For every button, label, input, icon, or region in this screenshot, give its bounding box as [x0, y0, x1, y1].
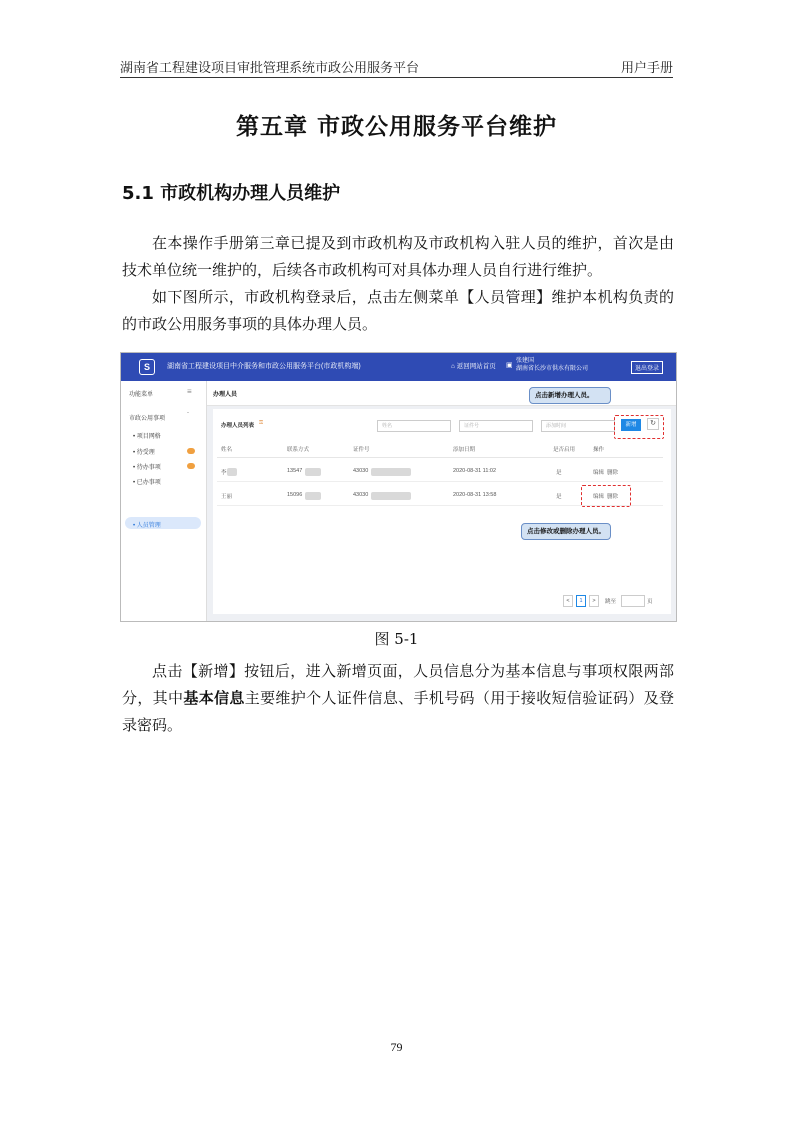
- badge-todo: [187, 463, 195, 469]
- redaction: [305, 468, 321, 476]
- date-search-input[interactable]: 添加时间: [541, 420, 615, 432]
- sidebar-item-label: 人员管理: [136, 523, 161, 529]
- sidebar-item-staff[interactable]: • 人员管理: [133, 523, 161, 529]
- chapter-title: 第五章 市政公用服务平台维护: [235, 114, 557, 140]
- chevron-up-icon: ˆ: [187, 413, 189, 419]
- redaction: [371, 468, 411, 476]
- menu-toggle-icon[interactable]: ≡: [187, 387, 192, 396]
- edit-link[interactable]: 编辑: [593, 494, 605, 500]
- col-name: 姓名: [221, 447, 233, 453]
- table-header-rule: [217, 457, 663, 458]
- page-number: 79: [390, 1040, 403, 1054]
- name-search-input[interactable]: 姓名: [377, 420, 451, 432]
- cell-date: 2020-08-31 13:58: [453, 492, 497, 498]
- callout-add: 点击新增办理人员。: [529, 387, 611, 404]
- app-title: 湖南省工程建设项目中介服务和市政公用服务平台(市政机构端): [167, 363, 361, 370]
- col-enabled: 是否启用: [553, 447, 576, 453]
- highlight-add-button: [614, 415, 664, 439]
- col-id: 证件号: [353, 447, 370, 453]
- sidebar-group[interactable]: 市政公用事项: [129, 416, 166, 422]
- sidebar-item-label: 已办事项: [136, 480, 161, 486]
- col-actions: 操作: [593, 447, 605, 453]
- sidebar: [121, 381, 207, 621]
- user-info: [516, 357, 588, 373]
- paragraph-1: 在本操作手册第三章已提及到市政机构及市政机构入驻人员的维护，首次是由技术单位统一维护的，后续各市政机构可对具体办理人员自行进行维护。: [122, 234, 674, 279]
- cell-enabled: 是: [556, 494, 562, 500]
- cell-phone: 15096: [287, 492, 303, 498]
- staff-panel: [213, 409, 671, 614]
- redaction: [371, 492, 411, 500]
- pager-current-page[interactable]: 1: [576, 595, 586, 607]
- user-icon: ▣: [506, 362, 513, 369]
- header-rule: [120, 77, 673, 78]
- paragraph-2: 如下图所示，市政机构登录后，点击左侧菜单【人员管理】维护本机构负责的的市政公用服务事项的具体办理人员。: [122, 288, 674, 333]
- paragraph-3-text-end: 主要维护个人证件信息、手机号码（用于接收短信验证码）及登录密码。: [122, 689, 674, 734]
- redaction: [227, 468, 237, 476]
- sidebar-item-label: 待办事项: [136, 465, 161, 471]
- app-topbar: [121, 353, 676, 381]
- running-header-label: 用户手册: [620, 61, 673, 76]
- id-search-input[interactable]: 证件号: [459, 420, 533, 432]
- paragraph-3: [122, 658, 674, 739]
- pager-prev-button[interactable]: <: [563, 595, 573, 607]
- table-row: [213, 465, 671, 479]
- paragraph-3-bold: 基本信息: [183, 689, 245, 707]
- panel-title: 办理人员列表: [221, 423, 255, 429]
- sidebar-item-label: 待受理: [136, 450, 155, 456]
- delete-link[interactable]: 删除: [607, 494, 619, 500]
- pager-next-button[interactable]: >: [589, 595, 599, 607]
- callout-edit: 点击修改或删除办理人员。: [521, 523, 611, 540]
- cell-name: 李: [221, 470, 227, 476]
- sidebar-item-todo[interactable]: • 待办事项: [133, 465, 161, 471]
- add-button[interactable]: 新增: [621, 419, 641, 431]
- breadcrumb-label: 办理人员: [213, 392, 238, 398]
- cell-phone: 13547: [287, 468, 303, 474]
- home-link[interactable]: ⌂ 返回网站首页: [451, 363, 496, 370]
- section-title: 5.1 市政机构办理人员维护: [122, 183, 341, 204]
- pager-goto-input[interactable]: [621, 595, 645, 607]
- key-icon: ⚿: [259, 420, 264, 426]
- figure-screenshot: [120, 352, 677, 622]
- sidebar-item-project-grid[interactable]: • 项目网格: [133, 434, 161, 440]
- cell-date: 2020-08-31 11:02: [453, 468, 497, 474]
- badge-pending: [187, 448, 195, 454]
- running-header-title: 湖南省工程建设项目审批管理系统市政公用服务平台: [120, 61, 420, 76]
- sidebar-title: 功能菜单: [129, 392, 154, 398]
- sidebar-item-label: 项目网格: [136, 434, 161, 440]
- sidebar-item-pending[interactable]: • 待受理: [133, 450, 155, 456]
- paragraph-3-text: 点击【新增】按钮后，进入新增页面，人员信息分为基本信息与事项权限两部分，其中: [122, 662, 674, 707]
- col-phone: 联系方式: [287, 447, 310, 453]
- cell-name: 王丽: [221, 494, 233, 500]
- sidebar-item-done[interactable]: • 已办事项: [133, 480, 161, 486]
- row-divider: [217, 481, 663, 482]
- col-date: 添加日期: [453, 447, 476, 453]
- pager-goto-label: 跳至: [605, 599, 617, 605]
- delete-link[interactable]: 删除: [607, 470, 619, 476]
- redaction: [305, 492, 321, 500]
- highlight-edit-delete: [581, 485, 631, 507]
- user-org: 湖南省长沙市供水有限公司: [516, 366, 589, 372]
- logout-button[interactable]: 退出登录: [631, 361, 663, 374]
- cell-id: 43030: [353, 468, 369, 474]
- refresh-icon[interactable]: ↻: [647, 418, 659, 430]
- figure-caption: 图 5-1: [374, 630, 419, 648]
- app-logo-icon: S: [139, 359, 155, 375]
- pager-page-label: 页: [647, 599, 653, 605]
- edit-link[interactable]: 编辑: [593, 470, 605, 476]
- cell-id: 43030: [353, 492, 369, 498]
- user-name: 张建国: [516, 358, 535, 364]
- home-link-label: 返回网站首页: [456, 363, 496, 370]
- cell-enabled: 是: [556, 470, 562, 476]
